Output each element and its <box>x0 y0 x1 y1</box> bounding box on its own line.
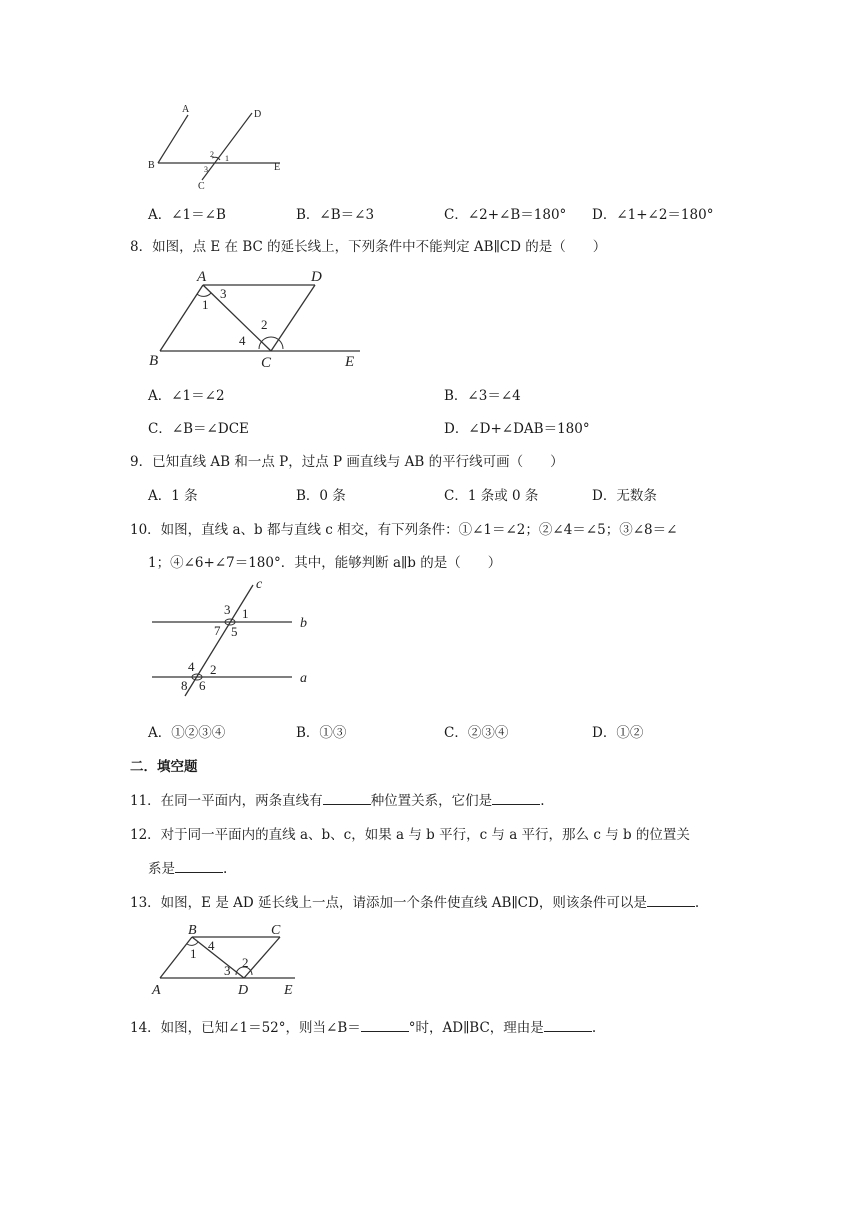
fig13-label-D: D <box>238 983 249 998</box>
q14-blank-1[interactable] <box>361 1019 409 1032</box>
fig8-label-A: A <box>197 269 207 285</box>
fig10-angle-6: 6 <box>199 678 206 693</box>
fig8-label-D: D <box>311 269 322 285</box>
q8-stem: 8．如图，点 E 在 BC 的延长线上，下列条件中不能判定 AB∥CD 的是（ ） <box>130 239 607 255</box>
q10-stem-line1: 10．如图，直线 a、b 都与直线 c 相交，有下列条件：①∠1＝∠2；②∠4＝∠5；③∠8＝∠ <box>130 522 678 538</box>
q8-option-c[interactable]: C．∠B＝∠DCE <box>148 421 249 437</box>
q14 <box>130 1016 596 1036</box>
q12-text-b: . <box>223 861 228 877</box>
q10-option-d[interactable]: D．①② <box>592 725 644 741</box>
fig10-angle-1: 1 <box>242 606 249 621</box>
q8-option-d[interactable]: D．∠D+∠DAB＝180° <box>444 421 590 437</box>
section-heading-fill-in: 二．填空题 <box>130 759 198 775</box>
fig13-angle-3: 3 <box>224 963 231 978</box>
fig7-label-B: B <box>148 160 155 171</box>
q12-line2 <box>148 857 227 877</box>
fig10-angle-8: 8 <box>181 678 188 693</box>
q12-line1: 12．对于同一平面内的直线 a、b、c，如果 a 与 b 平行，c 与 a 平行，那么 c 与 b 的位置关 <box>130 827 690 843</box>
fig13-label-C: C <box>271 923 281 938</box>
q14-blank-2[interactable] <box>544 1019 592 1032</box>
fig10-label-a: a <box>300 671 307 686</box>
q11-text-a: 11．在同一平面内，两条直线有 <box>130 793 323 809</box>
q8-option-b[interactable]: B．∠3＝∠4 <box>444 388 521 404</box>
fig10-label-b: b <box>300 616 307 631</box>
fig13-angle-1: 1 <box>190 946 197 961</box>
figure-q8 <box>145 265 375 370</box>
fig10-angle-2: 2 <box>210 662 217 677</box>
q10-option-b[interactable]: B．①③ <box>296 725 347 741</box>
q11-text-b: 种位置关系，它们是 <box>370 793 493 809</box>
fig7-label-C: C <box>198 181 205 192</box>
q7-option-c[interactable]: C．∠2+∠B＝180° <box>444 207 567 223</box>
figure-q13 <box>150 920 310 1000</box>
q13-text-b: . <box>694 895 700 911</box>
fig13-angle-4: 4 <box>208 938 215 953</box>
fig10-angle-7: 7 <box>214 623 221 638</box>
fig10-label-c: c <box>256 577 263 592</box>
q13-blank[interactable] <box>647 894 695 907</box>
fig8-label-E: E <box>345 354 355 370</box>
q9-option-d[interactable]: D．无数条 <box>592 488 657 504</box>
fig7-angle-1: 1 <box>225 154 229 163</box>
q14-text-c: . <box>591 1020 597 1036</box>
q11-text-c: . <box>540 793 545 809</box>
q7-option-a[interactable]: A．∠1＝∠B <box>148 207 226 223</box>
q11-blank-1[interactable] <box>323 792 371 805</box>
q9-option-a[interactable]: A．1 条 <box>148 488 198 504</box>
q14-text-b: °时，AD∥BC，理由是 <box>408 1020 544 1036</box>
fig7-label-D: D <box>254 109 262 120</box>
q11 <box>130 789 544 809</box>
fig8-angle-2: 2 <box>261 317 268 332</box>
q8-option-a[interactable]: A．∠1＝∠2 <box>148 388 225 404</box>
fig10-angle-3: 3 <box>224 602 231 617</box>
fig13-label-B: B <box>188 923 197 938</box>
q13-text-a: 13．如图，E 是 AD 延长线上一点，请添加一个条件使直线 AB∥CD，则该条件可以是 <box>130 895 647 911</box>
q7-option-d[interactable]: D．∠1+∠2＝180° <box>592 207 714 223</box>
figure-q10 <box>150 578 320 698</box>
q12-text-a: 系是 <box>148 861 175 877</box>
figure-q7 <box>140 100 290 195</box>
q9-option-c[interactable]: C．1 条或 0 条 <box>444 488 539 504</box>
fig7-angle-3: 3 <box>204 165 208 174</box>
q7-option-b[interactable]: B．∠B＝∠3 <box>296 207 375 223</box>
fig8-angle-4: 4 <box>239 333 246 348</box>
fig10-angle-4: 4 <box>188 659 195 674</box>
q9-option-b[interactable]: B．0 条 <box>296 488 346 504</box>
q9-stem: 9．已知直线 AB 和一点 P，过点 P 画直线与 AB 的平行线可画（ ） <box>130 454 564 470</box>
fig8-label-B: B <box>149 353 159 369</box>
fig8-angle-3: 3 <box>220 286 227 301</box>
fig10-angle-5: 5 <box>231 624 238 639</box>
q13 <box>130 891 699 911</box>
q10-option-c[interactable]: C．②③④ <box>444 725 509 741</box>
q10-stem-line2: 1；④∠6+∠7＝180°．其中，能够判断 a∥b 的是（ ） <box>148 555 502 571</box>
fig8-label-C: C <box>261 355 272 371</box>
q10-option-a[interactable]: A．①②③④ <box>148 725 226 741</box>
fig13-label-A: A <box>152 983 161 998</box>
fig7-angle-2: 2 <box>210 150 214 159</box>
fig7-label-A: A <box>182 104 190 115</box>
q11-blank-2[interactable] <box>492 792 540 805</box>
fig13-label-E: E <box>284 983 293 998</box>
fig7-label-E: E <box>274 162 281 173</box>
fig13-angle-2: 2 <box>242 955 249 970</box>
fig8-angle-1: 1 <box>202 297 209 312</box>
q12-blank[interactable] <box>175 860 223 873</box>
q14-text-a: 14．如图，已知∠1＝52°，则当∠B＝ <box>130 1020 361 1036</box>
